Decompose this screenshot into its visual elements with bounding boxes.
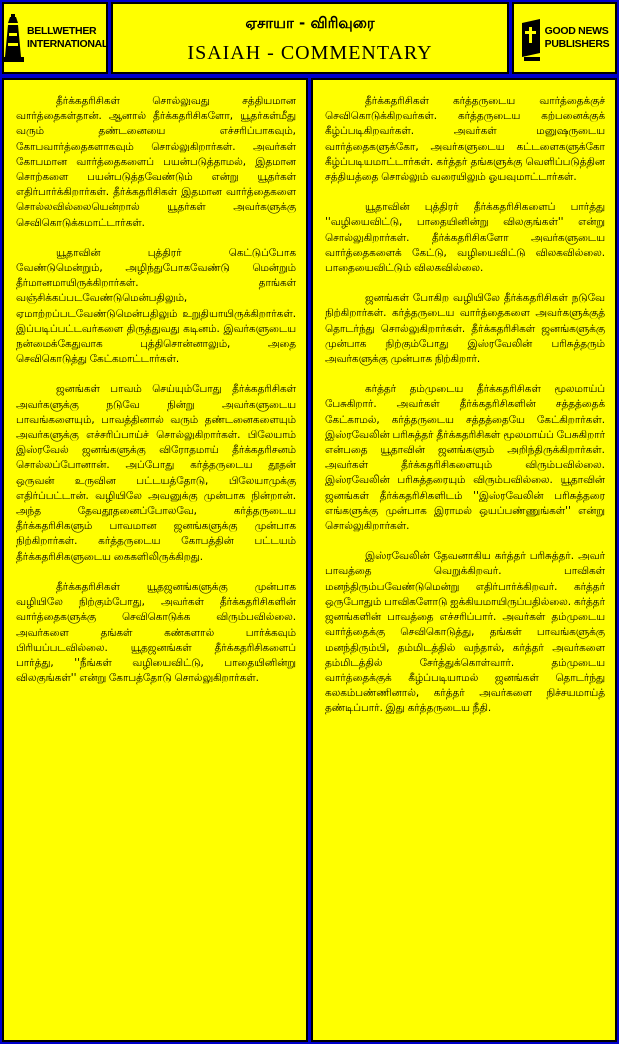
left-paragraph-3: ஜனங்கள் பாவம் செய்யும்போது தீர்க்கதரிசிகள் அவர்களுக்கு நடுவே நின்று அவர்களுடைய பாவங்களையும், பாவத்தினால் வரும் தண்டனைகளையும் அவர்களுக்கு எச்சரிப்பாய்ச் சொல்லுகிறார்கள். பிலேயாம் இஸ்ரவேல் ஜனங்களுக்கு விரோதமாய் தீர்க்கதரிசனம் சொல்லப்போனான். அப்போது கர்த்தருடைய தூதன் ஒருவன் உருவின பட்டயத்தோடு, பிலேயாமுக்கு எதிர்ப்பட்டான். வழியிலே அவனுக்கு முன்பாக நின்றான். அந்த தேவதூதனைப்போலவே, கர்த்தருடைய தீர்க்கதரிசிகளும் பாவமான ஜனங்களுக்கு முன்பாக நிற்கிறார்கள். கர்த்தருடைய கோபத்தின் பட்டயம் தீர்க்கதரிசிகளுடைய கைகளிலிருக்கிறது. [16, 383, 296, 563]
left-paragraph-2: யூதாவின் புத்திரர் கெட்டுப்போக வேண்டுமென்றும், அழிந்துபோகவேண்டு மென்றும் தீர்மானமாயிருக்கிறார்கள். தாங்கள் வஞ்சிக்கப்படவேண்டுமென்பதிலும், ஏமாற்றப்படவேண்டுமென்பதிலும் உறுதியாயிருக்கிறார்கள். இப்படிப்பட்டவர்களை திருத்துவது கடினம். இவர்களுடைய நன்மைக்கேதுவாக புத்திசொன்னாலும், அதை செவிகொடுத்து கேட்கமாட்டார்கள். [16, 246, 296, 366]
good-news-logo [512, 2, 617, 74]
lighthouse-icon [2, 13, 24, 63]
bellwether-logo [2, 2, 108, 74]
bible-icon [520, 13, 542, 63]
right-paragraph-2: யூதாவின் புத்திரர் தீர்க்கதரிசிகளைப் பார்த்து ''வழியைவிட்டு, பாதையினின்று விலகுங்கள்'' என்று சொல்லுகிறார்கள். தீர்க்கதரிசிகளோ அவர்களுடைய வார்த்தைகளைக் கேட்டு, வழியைவிட்டு விலகவில்லை. பாதையைவிட்டும் விலகவில்லை. [325, 201, 605, 275]
left-paragraph-1: தீர்க்கதரிசிகள் சொல்லுவது சத்தியமான வார்த்தைகள்தான். ஆனால் தீர்க்கதரிசிகளோ, யூதர்கள்மீது வரும் தண்டனையை எச்சரிப்பாகவும், கோபவார்த்தைகளாகவும் சொல்லுகிறார்கள். அவர்கள் கோபமான வார்த்தைகளைப் பயன்படுத்தாமல், இதமான சொற்களை பயன்படுத்தவேண்டும் என்று யூதர்கள் எதிர்பார்க்கிறார்கள். தீர்க்கதரிசிகள் இதமான வார்த்தைகளை சொல்லவில்லையென்றால் யூதர்கள் அவர்களுக்கு செவிகொடுக்கமாட்டார்கள். [16, 95, 296, 229]
right-logo-line1: GOOD NEWS [544, 25, 609, 37]
right-logo-line2: PUBLISHERS [544, 38, 610, 50]
right-paragraph-3: ஜனங்கள் போகிற வழியிலே தீர்க்கதரிசிகள் நடுவே நிற்கிறார்கள். கர்த்தருடைய வார்த்தைகளை அவர்களுக்குத் தொடர்ந்து சொல்லுகிறார்கள். தீர்க்கதரிசிகள் ஜனங்களுக்கு முன்பாக நிற்கும்போது இஸ்ரவேலின் பரிசுத்தரும் அவர்களுக்கு முன்பாக நிற்கிறார். [325, 292, 605, 366]
left-logo-line1: BELLWETHER [26, 25, 97, 37]
right-column [311, 78, 617, 1042]
left-paragraph-4: தீர்க்கதரிசிகள் யூதஜனங்களுக்கு முன்பாக வழியிலே நிற்கும்போது, அவர்கள் தீர்க்கதரிசிகளின் வார்த்தைகளுக்கு செவிகொடுக்க விரும்பவில்லை. அவர்களை தங்கள் கண்களால் பார்க்கவும் பிரியப்படவில்லை. யூதஜனங்கள் தீர்க்கதரிசிகளைப் பார்த்து, ''நீங்கள் வழியைவிட்டு, பாதையினின்று விலகுங்கள்'' என்று கோபத்தோடு சொல்லுகிறார்கள். [16, 580, 296, 685]
page-title-tamil: ஏசாயா - விரிவுரை [245, 14, 375, 32]
right-paragraph-4: கர்த்தர் தம்முடைய தீர்க்கதரிசிகள் மூலமாய்ப் பேசுகிறார். அவர்கள் தீர்க்கதரிசிகளின் சத்தத்தைக் கேட்காமல், கர்த்தருடைய சத்தத்தையே கேட்கிறார்கள். இஸ்ரவேலின் பரிசுத்தர் தீர்க்கதரிசிகள் மூலமாய்ப் பேசுகிறார் என்பதை யூதாவின் ஜனங்களும் அறிந்திருக்கிறார்கள். அவர்கள் தீர்க்கதரிசிகளையும் விரும்பவில்லை. இஸ்ரவேலின் பரிசுத்தரையும் விரும்பவில்லை. யூதாவின் ஜனங்கள் தீர்க்கதரிசிகளிடம் ''இஸ்ரவேலின் பரிசுத்தரை எங்களுக்கு முன்பாக இராமல் ஒயப்பண்ணுங்கள்'' என்று சொல்லுகிறார்கள். [325, 383, 605, 533]
page-title-box [111, 2, 509, 74]
left-logo-line2: INTERNATIONAL [26, 38, 109, 50]
left-column [2, 78, 308, 1042]
right-paragraph-1: தீர்க்கதரிசிகள் கர்த்தருடைய வார்த்தைக்குச் செவிகொடுக்கிறவர்கள். கர்த்தருடைய கற்பனைக்குக் கீழ்ப்படிகிறவர்கள். அவர்கள் மனுஷருடைய வார்த்தைகளுக்கோ, அவர்களுடைய கட்டளைகளுக்கோ கீழ்ப்படியமாட்டார்கள். கர்த்தர் தங்களுக்கு வெளிப்படுத்தின சத்தியத்தை சொல்லும் வரையிலும் ஓயவுமாட்டார்கள். [325, 95, 605, 184]
right-paragraph-5: இஸ்ரவேலின் தேவனாகிய கர்த்தர் பரிசுத்தர். அவர் பாவத்தை வெறுக்கிறவர். பாவிகள் மனந்திரும்பவேண்டுமென்று எதிர்பார்க்கிறவர். கர்த்தர் ஒருபோதும் பாவிகளோடு ஐக்கியமாயிருப்பதில்லை. கர்த்தர் ஜனங்களின் பாவத்தை எச்சரிப்பார். அவர்கள் தம்முடைய வார்த்தைக்கு செவிகொடுத்து, தங்கள் பாவங்களுக்கு மனந்திரும்பி, தம்மிடத்தில் வந்தால், கர்த்தர் அவர்களை தம்மிடத்தில் சேர்த்துக்கொள்வார். தம்முடைய வார்த்தைக்குக் கீழ்ப்படியாமல் ஜனங்கள் தொடர்ந்து கலகம்பண்ணினால், கர்த்தர் அவர்களை நிச்சயமாய்த் தண்டிப்பார். இது கர்த்தருடைய நீதி. [325, 550, 605, 715]
page-title-english: ISAIAH - COMMENTARY [187, 42, 433, 64]
